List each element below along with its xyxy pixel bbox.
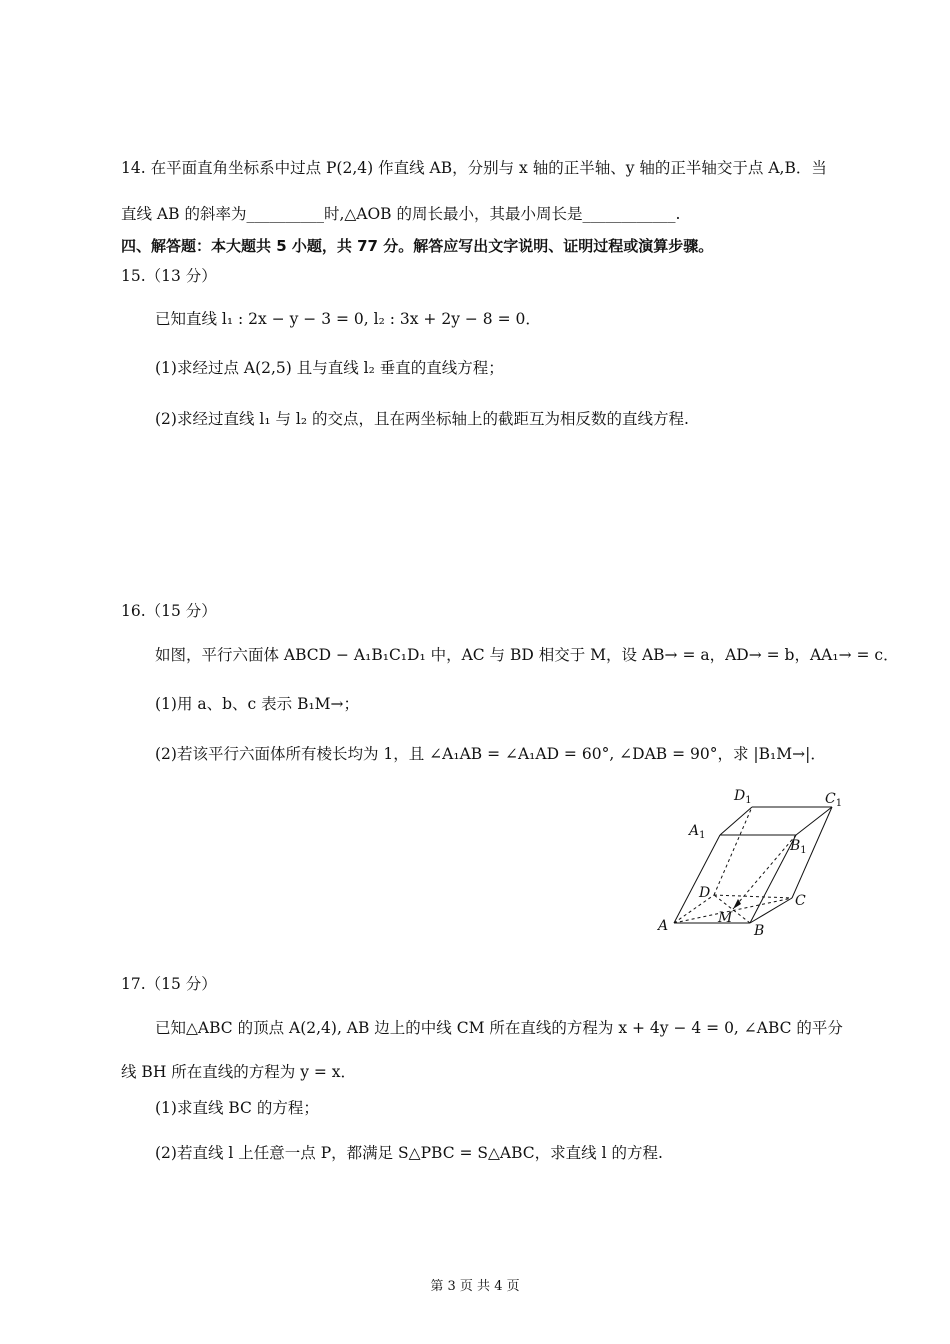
q17-part1: (1)求直线 BC 的方程； [155, 1099, 319, 1117]
section-4-heading: 四、解答题：本大题共 5 小题，共 77 分。解答应写出文字说明、证明过程或演算步骤。 [121, 237, 714, 255]
q14-line1: 14. 在平面直角坐标系中过点 P(2,4) 作直线 AB，分别与 x 轴的正半轴、y 轴的正半轴交于点 A,B．当 [121, 159, 827, 177]
q17-line2: 线 BH 所在直线的方程为 y = x． [121, 1063, 357, 1081]
label-B1: $B_1$ [790, 838, 807, 856]
label-D: D [699, 885, 711, 901]
q17-part2: (2)若直线 l 上任意一点 P，都满足 S△PBC = S△ABC，求直线 l 的方程. [155, 1144, 663, 1162]
edge-A1D1 [720, 807, 752, 835]
label-D1: $D_1$ [734, 788, 752, 806]
page-footer: 第 3 页 共 4 页 [430, 1279, 520, 1294]
edge-AA1 [674, 835, 720, 923]
edge-DC [714, 895, 792, 898]
label-A1: $A_1$ [689, 823, 706, 841]
q14-line2: 直线 AB 的斜率为__________时,△AOB 的周长最小，其最小周长是____________. [121, 205, 681, 223]
q16-header: 16.（15 分） [121, 602, 217, 620]
label-C: C [795, 893, 806, 909]
q16-given: 如图，平行六面体 ABCD − A₁B₁C₁D₁ 中，AC 与 BD 相交于 M，设 AB→ = a，AD→ = b，AA₁→ = c． [155, 646, 899, 664]
q15-given: 已知直线 l₁ : 2x − y − 3 = 0, l₂ : 3x + 2y − 8 = 0． [155, 310, 541, 328]
label-M: M [718, 910, 733, 926]
label-A: A [658, 918, 669, 934]
q16-part2: (2)若该平行六面体所有棱长均为 1，且 ∠A₁AB = ∠A₁AD = 60°, ∠DAB = 90°，求 |B₁M→|． [155, 745, 826, 763]
q16-part1: (1)用 a、b、c 表示 B₁M→； [155, 695, 360, 713]
edge-B1C1 [796, 807, 832, 835]
q15-part2: (2)求经过直线 l₁ 与 l₂ 的交点，且在两坐标轴上的截距互为相反数的直线方程. [155, 410, 689, 428]
label-C1: $C_1$ [825, 791, 843, 809]
q15-header: 15.（13 分） [121, 267, 217, 285]
edge-DD1 [714, 807, 752, 895]
q17-line1: 已知△ABC 的顶点 A(2,4), AB 边上的中线 CM 所在直线的方程为 x + 4y − 4 = 0, ∠ABC 的平分 [155, 1019, 843, 1037]
parallelepiped-figure [652, 785, 852, 940]
label-B: B [754, 923, 765, 939]
q17-header: 17.（15 分） [121, 975, 217, 993]
diagonal-AC [674, 898, 792, 923]
q15-part1: (1)求经过点 A(2,5) 且与直线 l₂ 垂直的直线方程； [155, 359, 504, 377]
